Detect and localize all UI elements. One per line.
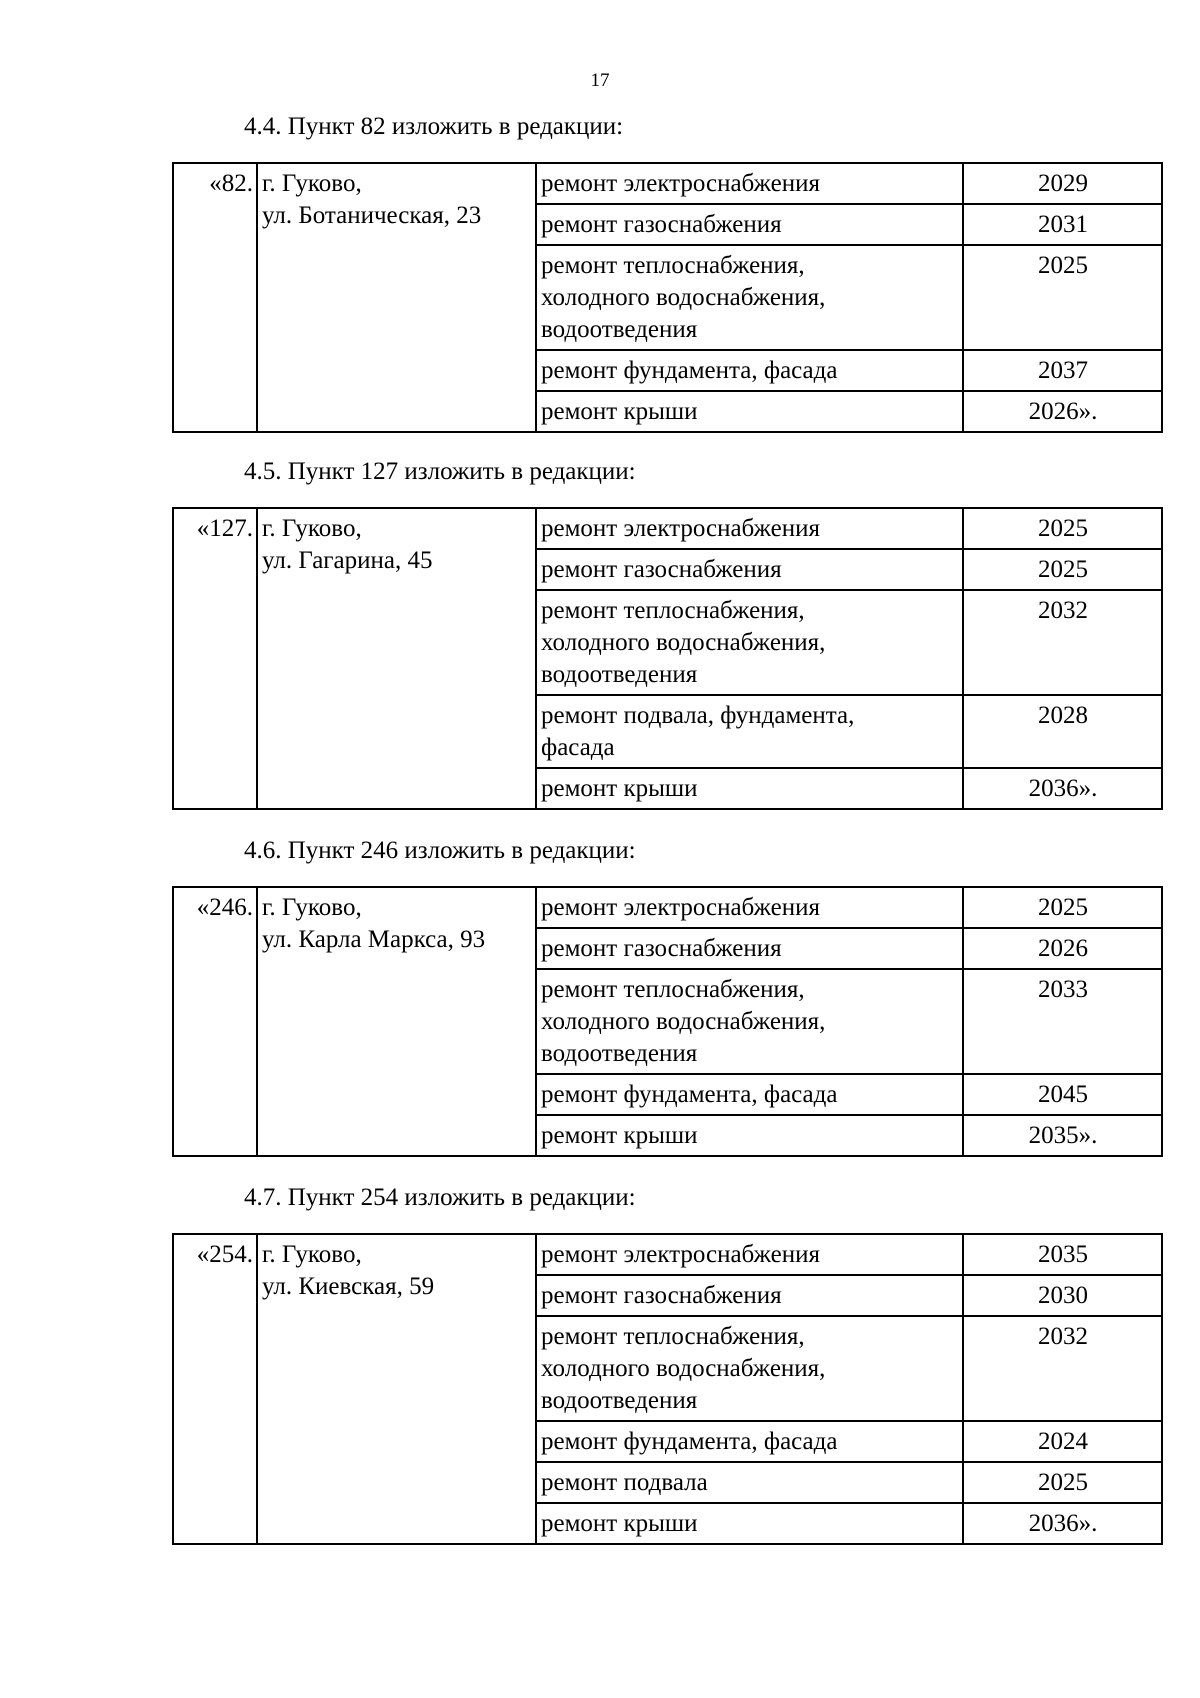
work-type-line: водоотведения [541,316,698,343]
work-type-line: ремонт теплоснабжения, [541,1323,805,1350]
work-type-line: ремонт электроснабжения [541,515,820,542]
address-line: ул. Ботаническая, 23 [262,202,482,229]
work-type-cell [536,549,963,590]
year-cell: 2025 [963,549,1162,590]
item-number-cell: «127. [173,508,257,809]
section-heading: 4.4. Пункт 82 изложить в редакции: [244,113,624,140]
work-type-line: ремонт подвала [541,1469,708,1496]
year-cell: 2035». [963,1115,1162,1156]
year-cell: 2036». [963,768,1162,809]
work-type-cell [536,508,963,549]
year-cell: 2031 [963,204,1162,245]
work-type-cell [536,1316,963,1421]
year-cell: 2032 [963,1316,1162,1421]
work-type-cell [536,245,963,350]
section-heading: 4.6. Пункт 246 изложить в редакции: [244,837,636,864]
work-type-line: ремонт крыши [541,1510,698,1537]
table-row [173,163,1162,204]
year-cell: 2033 [963,969,1162,1074]
work-type-line: холодного водоснабжения, [541,1008,826,1035]
work-type-cell [536,590,963,695]
work-type-line: водоотведения [541,1387,698,1414]
address-cell [257,163,536,432]
year-cell: 2026». [963,391,1162,432]
work-type-line: ремонт фундамента, фасада [541,357,838,384]
address-line: г. Гуково, [262,894,362,921]
address-line: г. Гуково, [262,170,362,197]
work-type-cell [536,1421,963,1462]
work-type-line: ремонт крыши [541,398,698,425]
year-cell: 2028 [963,695,1162,768]
work-type-line: ремонт крыши [541,1122,698,1149]
item-number-cell: «254. [173,1234,257,1544]
work-type-cell [536,163,963,204]
amendment-table [172,1233,1163,1545]
work-type-line: ремонт газоснабжения [541,556,782,583]
work-type-cell [536,1275,963,1316]
work-type-line: ремонт электроснабжения [541,1241,820,1268]
amendment-table [172,507,1163,810]
address-line: г. Гуково, [262,1241,362,1268]
year-cell: 2032 [963,590,1162,695]
work-type-cell [536,204,963,245]
amendment-table [172,162,1163,433]
year-cell: 2024 [963,1421,1162,1462]
year-cell: 2037 [963,350,1162,391]
work-type-line: ремонт крыши [541,775,698,802]
work-type-line: ремонт теплоснабжения, [541,252,805,279]
work-type-line: холодного водоснабжения, [541,284,826,311]
address-line: ул. Гагарина, 45 [262,547,433,574]
work-type-cell [536,1462,963,1503]
work-type-cell [536,391,963,432]
work-type-line: ремонт электроснабжения [541,894,820,921]
year-cell: 2045 [963,1074,1162,1115]
work-type-line: холодного водоснабжения, [541,629,826,656]
item-number-cell: «246. [173,887,257,1156]
work-type-cell [536,695,963,768]
year-cell: 2036». [963,1503,1162,1544]
work-type-cell [536,1503,963,1544]
work-type-cell [536,1074,963,1115]
amendment-table [172,886,1163,1157]
work-type-line: ремонт теплоснабжения, [541,597,805,624]
work-type-line: ремонт газоснабжения [541,1282,782,1309]
year-cell: 2025 [963,887,1162,928]
work-type-cell [536,1234,963,1275]
work-type-line: ремонт теплоснабжения, [541,976,805,1003]
section-heading: 4.7. Пункт 254 изложить в редакции: [244,1184,636,1211]
work-type-line: ремонт фундамента, фасада [541,1428,838,1455]
work-type-line: водоотведения [541,1040,698,1067]
address-line: г. Гуково, [262,515,362,542]
work-type-line: водоотведения [541,661,698,688]
address-line: ул. Карла Маркса, 93 [262,926,486,953]
address-cell [257,887,536,1156]
year-cell: 2025 [963,245,1162,350]
work-type-cell [536,1115,963,1156]
work-type-cell [536,768,963,809]
work-type-line: холодного водоснабжения, [541,1355,826,1382]
year-cell: 2025 [963,1462,1162,1503]
item-number-cell: «82. [173,163,257,432]
year-cell: 2025 [963,508,1162,549]
section-heading: 4.5. Пункт 127 изложить в редакции: [244,458,636,485]
work-type-cell [536,350,963,391]
work-type-line: ремонт газоснабжения [541,935,782,962]
work-type-line: ремонт фундамента, фасада [541,1081,838,1108]
year-cell: 2035 [963,1234,1162,1275]
year-cell: 2026 [963,928,1162,969]
work-type-line: ремонт газоснабжения [541,211,782,238]
work-type-line: ремонт подвала, фундамента, [541,702,855,729]
address-line: ул. Киевская, 59 [262,1273,435,1300]
address-cell [257,1234,536,1544]
year-cell: 2030 [963,1275,1162,1316]
page-number: 17 [590,70,610,91]
address-cell [257,508,536,809]
table-row [173,508,1162,549]
work-type-cell [536,887,963,928]
table-row [173,1234,1162,1275]
work-type-cell [536,969,963,1074]
work-type-line: фасада [541,734,615,761]
year-cell: 2029 [963,163,1162,204]
work-type-line: ремонт электроснабжения [541,170,820,197]
work-type-cell [536,928,963,969]
table-row [173,887,1162,928]
